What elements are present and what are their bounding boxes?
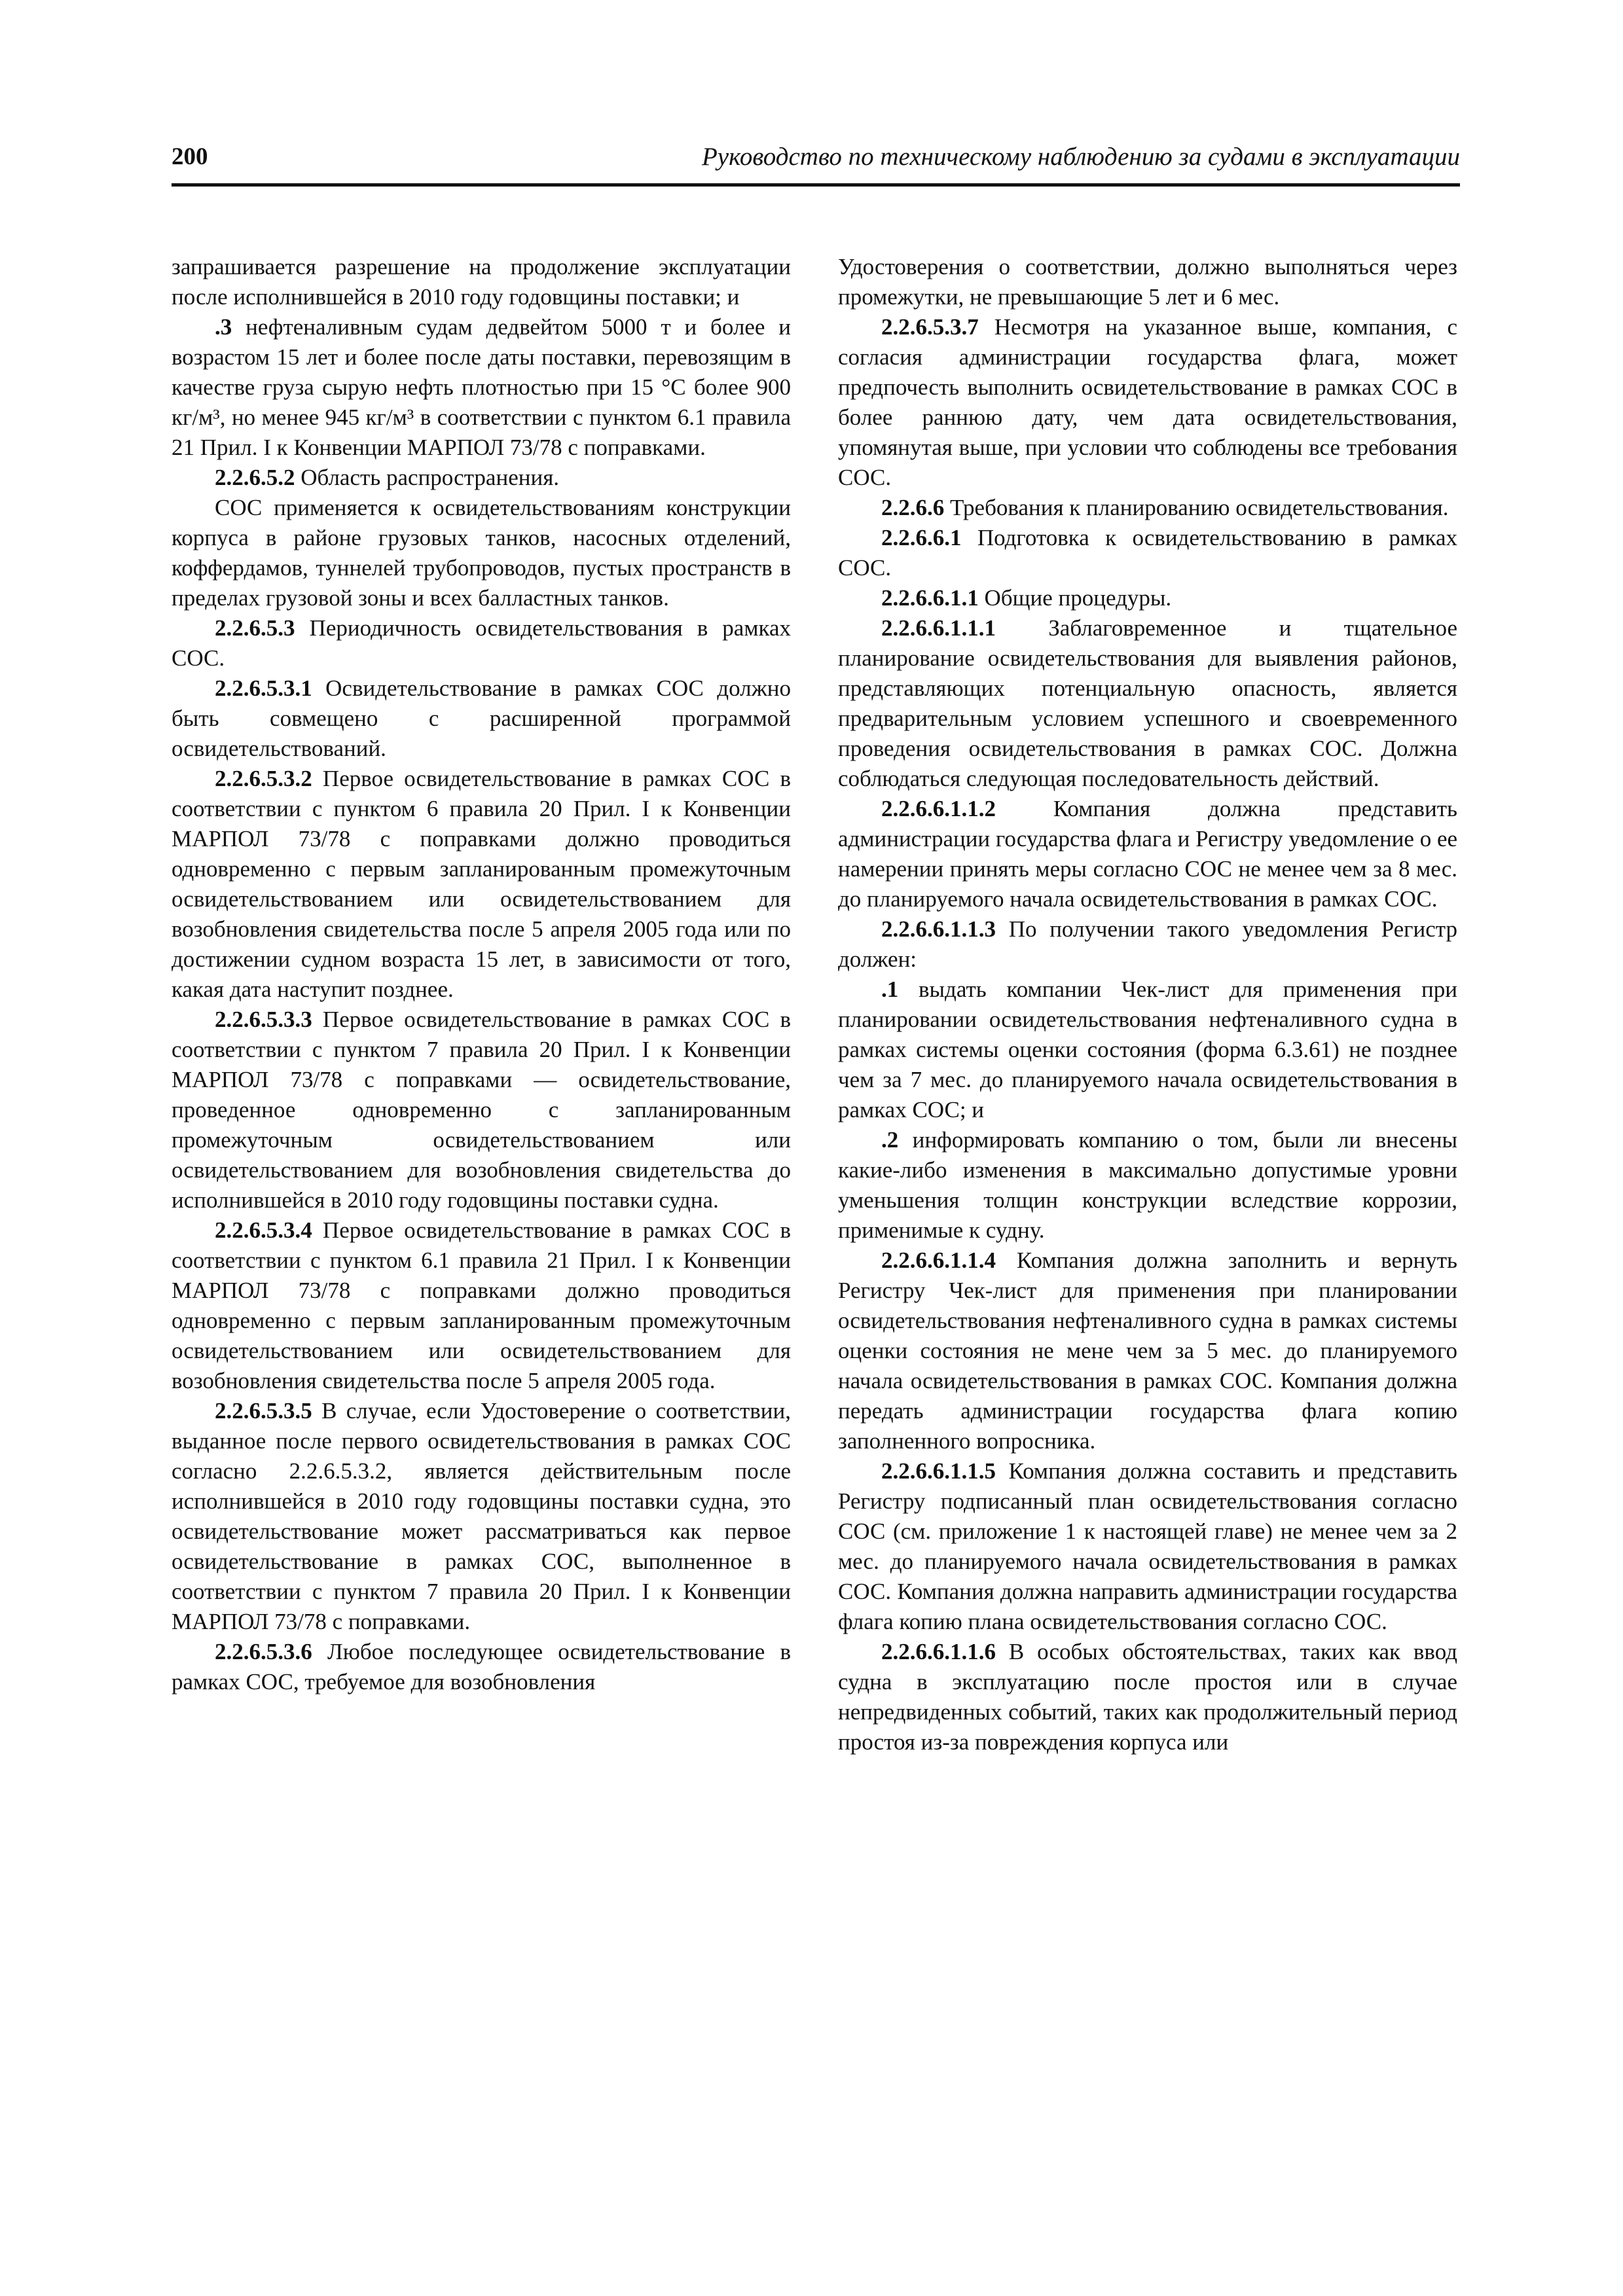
paragraph (838, 252, 1457, 312)
clause-number: 2.2.6.5.3.1 (215, 675, 312, 701)
left-text-column (172, 252, 791, 1697)
paragraph (172, 1005, 791, 1215)
clause-number: 2.2.6.6.1.1.5 (881, 1458, 996, 1484)
paragraph (838, 1637, 1457, 1757)
clause-number: 2.2.6.5.3.2 (215, 766, 312, 791)
paragraph-text: Первое освидетельствование в рамках СОС в соответствии с пунктом 7 правила 20 Прил. I к Конвенции МАРПОЛ 73/78 с поправками — освидетельствование, проведенное одновременно с запланированным промежуточным освидетельствованием или освидетельствованием для возобновления свидетельства до исполнившейся в 2010 году годовщины поставки судна. (172, 1007, 791, 1213)
paragraph (172, 1215, 791, 1396)
clause-number: 2.2.6.6.1.1.1 (881, 615, 996, 641)
paragraph-text: Область распространения. (295, 465, 560, 490)
clause-number: 2.2.6.6.1.1 (881, 585, 979, 611)
paragraph-text: По получении такого уведомления Регистр должен: (838, 916, 1457, 972)
paragraph-text: Первое освидетельствование в рамках СОС в соответствии с пунктом 6 правила 20 Прил. I к Конвенции МАРПОЛ 73/78 с поправками должно проводиться одновременно с первым запланированным промежуточным освидетельствованием или освидетельствованием для возобновления свидетельства после 5 апреля 2005 года или по достижении судном возраста 15 лет, в зависимости от того, какая дата наступит позднее. (172, 766, 791, 1002)
clause-number: 2.2.6.5.3.7 (881, 314, 979, 340)
paragraph (172, 1396, 791, 1637)
clause-number: 2.2.6.5.3.6 (215, 1639, 312, 1664)
clause-number: 2.2.6.6.1 (881, 525, 962, 550)
paragraph-text: запрашивается разрешение на продолжение эксплуатации после исполнившейся в 2010 году годовщины поставки; и (172, 254, 791, 310)
paragraph-text: Несмотря на указанное выше, компания, с согласия администрации государства флага, может предпочесть выполнить освидетельствование в рамках СОС в более раннюю дату, чем дата освидетельствования, упомянутая выше, при условии что соблюдены все требования СОС. (838, 314, 1457, 490)
paragraph-text: выдать компании Чек-лист для применения при планировании освидетельствования нефтеналивного судна в рамках системы оценки состояния (форма 6.3.61) не позднее чем за 7 мес. до планируемого начала освидетельствования в рамках СОС; и (838, 977, 1457, 1122)
paragraph-text: Общие процедуры. (978, 585, 1172, 611)
page-header (172, 143, 1460, 187)
paragraph (838, 493, 1457, 523)
clause-number: 2.2.6.6.1.1.2 (881, 796, 996, 821)
paragraph-text: Требования к планированию освидетельствования. (944, 495, 1449, 520)
paragraph-text: информировать компанию о том, были ли внесены какие-либо изменения в максимально допустимые уровни уменьшения толщин конструкции вследствие коррозии, применимые к судну. (838, 1127, 1457, 1243)
paragraph-text: Компания должна заполнить и вернуть Регистру Чек-лист для применения при планировании освидетельствования нефтеналивного судна в рамках системы оценки состояния не мене чем за 5 мес. до планируемого начала освидетельствования в рамках СОС. Компания должна передать администрации государства флага копию заполненного вопросника. (838, 1247, 1457, 1454)
clause-number: 2.2.6.5.2 (215, 465, 295, 490)
paragraph-text: В особых обстоятельствах, таких как ввод судна в эксплуатацию после простоя или в случае непредвиденных событий, таких как продолжительный период простоя из-за повреждения корпуса или (838, 1639, 1457, 1755)
paragraph (838, 1125, 1457, 1246)
paragraph (172, 493, 791, 613)
clause-number: 2.2.6.5.3 (215, 615, 295, 641)
clause-number: .1 (881, 977, 899, 1002)
clause-number: 2.2.6.6.1.1.3 (881, 916, 996, 942)
clause-number: 2.2.6.5.3.4 (215, 1217, 312, 1243)
clause-number: .2 (881, 1127, 899, 1153)
paragraph (172, 252, 791, 312)
running-title: Руководство по техническому наблюдению за судами в эксплуатации (701, 143, 1460, 171)
right-text-column (838, 252, 1457, 1757)
paragraph-text: Освидетельствование в рамках СОС должно быть совмещено с расширенной программой освидетельствований. (172, 675, 791, 761)
paragraph (838, 975, 1457, 1125)
paragraph-text: Удостоверения о соответствии, должно выполняться через промежутки, не превышающие 5 лет и 6 мес. (838, 254, 1457, 310)
paragraph (172, 673, 791, 764)
paragraph-text: Компания должна представить администрации государства флага и Регистру уведомление о ее намерении принять меры согласно СОС не менее чем за 8 мес. до планируемого начала освидетельствования в рамках СОС. (838, 796, 1458, 912)
paragraph (838, 523, 1457, 583)
paragraph (172, 613, 791, 673)
paragraph (838, 583, 1457, 613)
paragraph (172, 1637, 791, 1697)
paragraph-text: Подготовка к освидетельствованию в рамках СОС. (838, 525, 1457, 581)
paragraph (838, 1246, 1457, 1456)
clause-number: 2.2.6.5.3.5 (215, 1398, 312, 1424)
clause-number: 2.2.6.6.1.1.6 (881, 1639, 996, 1664)
paragraph (838, 613, 1457, 794)
paragraph (838, 914, 1457, 975)
clause-number: .3 (215, 314, 232, 340)
paragraph (172, 764, 791, 1005)
clause-number: 2.2.6.5.3.3 (215, 1007, 312, 1032)
paragraph (838, 312, 1457, 493)
paragraph-text: Первое освидетельствование в рамках СОС в соответствии с пунктом 6.1 правила 21 Прил. I к Конвенции МАРПОЛ 73/78 с поправками должно проводиться одновременно с первым запланированным промежуточным освидетельствованием или освидетельствованием для возобновления свидетельства после 5 апреля 2005 года. (172, 1217, 791, 1393)
clause-number: 2.2.6.6.1.1.4 (881, 1247, 996, 1273)
paragraph-text: Заблаговременное и тщательное планирование освидетельствования для выявления районов, представляющих потенциальную опасность, является предварительным условием успешного и своевременного проведения освидетельствования в рамках СОС. Должна соблюдаться следующая последовательность действий. (838, 615, 1457, 791)
paragraph (838, 1456, 1457, 1637)
paragraph-text: Периодичность освидетельствования в рамках СОС. (172, 615, 791, 671)
page-number: 200 (172, 143, 208, 170)
paragraph-text: Любое последующее освидетельствование в рамках СОС, требуемое для возобновления (172, 1639, 791, 1695)
paragraph-text: Компания должна составить и представить Регистру подписанный план освидетельствования согласно СОС (см. приложение 1 к настоящей главе) не менее чем за 2 мес. до планируемого начала освидетельствования в рамках СОС. Компания должна направить администрации государства флага копию плана освидетельствования согласно СОС. (838, 1458, 1457, 1634)
paragraph-text: нефтеналивным судам дедвейтом 5000 т и более и возрастом 15 лет и более после даты поставки, перевозящим в качестве груза сырую нефть плотностью при 15 °С более 900 кг/м³, но менее 945 кг/м³ в соответствии с пунктом 6.1 правила 21 Прил. I к Конвенции МАРПОЛ 73/78 с поправками. (172, 314, 791, 460)
paragraph-text: СОС применяется к освидетельствованиям конструкции корпуса в районе грузовых танков, насосных отделений, коффердамов, туннелей трубопроводов, пустых пространств в пределах грузовой зоны и всех балластных танков. (172, 495, 791, 611)
paragraph (838, 794, 1457, 914)
clause-number: 2.2.6.6 (881, 495, 945, 520)
paragraph (172, 312, 791, 463)
paragraph (172, 463, 791, 493)
paragraph-text: В случае, если Удостоверение о соответствии, выданное после первого освидетельствования в рамках СОС согласно 2.2.6.5.3.2, является действительным после исполнившейся в 2010 году годовщины поставки судна, это освидетельствование может рассматриваться как первое освидетельствование в рамках СОС, выполненное в соответствии с пунктом 7 правила 20 Прил. I к Конвенции МАРПОЛ 73/78 с поправками. (172, 1398, 791, 1634)
